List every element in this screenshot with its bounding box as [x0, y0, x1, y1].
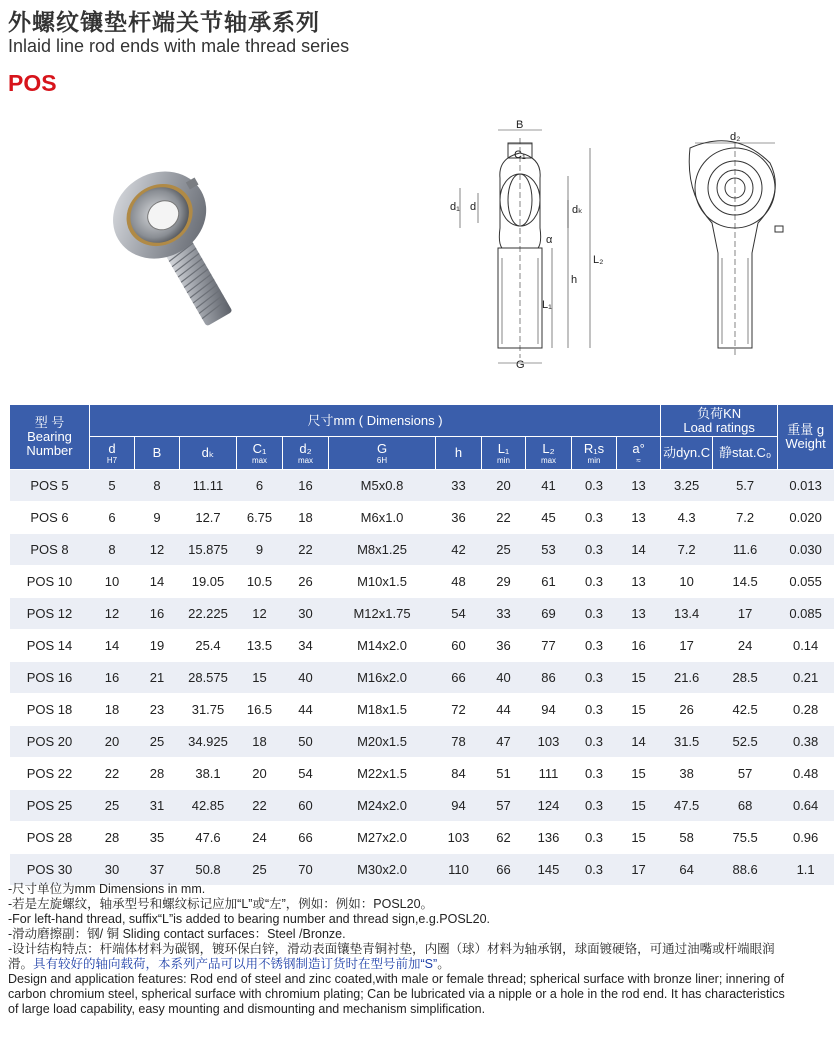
table-cell: 50 — [283, 726, 329, 758]
table-cell: 47.6 — [180, 822, 237, 854]
table-cell: 47.5 — [661, 790, 713, 822]
table-cell: 12 — [237, 598, 283, 630]
label-l2: L₂ — [593, 254, 604, 266]
row-model: POS 8 — [10, 534, 90, 566]
table-cell: 0.030 — [778, 534, 834, 566]
table-cell: 0.3 — [572, 598, 617, 630]
table-cell: 22 — [482, 502, 526, 534]
label-d: d — [470, 201, 477, 213]
table-cell: 57 — [713, 758, 778, 790]
table-cell: 5.7 — [713, 470, 778, 502]
table-cell: 20 — [482, 470, 526, 502]
table-cell: 24 — [237, 822, 283, 854]
table-cell: 38.1 — [180, 758, 237, 790]
column-header: h — [436, 437, 482, 470]
row-model: POS 12 — [10, 598, 90, 630]
label-b: B — [516, 119, 524, 131]
table-cell: 15 — [617, 758, 661, 790]
table-cell: 103 — [526, 726, 572, 758]
table-cell: 30 — [283, 598, 329, 630]
table-cell: 44 — [482, 694, 526, 726]
table-cell: 13 — [617, 502, 661, 534]
table-cell: 25 — [237, 854, 283, 886]
table-cell: 15 — [617, 790, 661, 822]
table-cell: M5x0.8 — [329, 470, 436, 502]
table-cell: 38 — [661, 758, 713, 790]
table-row — [10, 822, 834, 854]
table-cell: 69 — [526, 598, 572, 630]
table-cell: 13.5 — [237, 630, 283, 662]
column-header: dₖ — [180, 437, 237, 470]
table-cell: 11.11 — [180, 470, 237, 502]
table-cell: 78 — [436, 726, 482, 758]
table-cell: M22x1.5 — [329, 758, 436, 790]
table-cell: 45 — [526, 502, 572, 534]
table-cell: 0.14 — [778, 630, 834, 662]
note-contact: -滑动磨擦副：钢/ 铜 Sliding contact surfaces：Steel /Bronze. — [8, 927, 346, 941]
column-header: 静stat.C₀ — [713, 437, 778, 470]
table-cell: 40 — [283, 662, 329, 694]
table-cell: 8 — [135, 470, 180, 502]
table-cell: 50.8 — [180, 854, 237, 886]
table-cell: 94 — [526, 694, 572, 726]
table-cell: 68 — [713, 790, 778, 822]
table-row — [10, 502, 834, 534]
table-cell: 0.3 — [572, 534, 617, 566]
table-cell: 22 — [283, 534, 329, 566]
table-cell: 136 — [526, 822, 572, 854]
table-cell: 10.5 — [237, 566, 283, 598]
table-cell: 37 — [135, 854, 180, 886]
table-cell: 54 — [436, 598, 482, 630]
table-cell: 0.28 — [778, 694, 834, 726]
table-cell: 72 — [436, 694, 482, 726]
table-cell: 0.64 — [778, 790, 834, 822]
technical-drawing — [440, 118, 790, 378]
column-header: R₁s min — [572, 437, 617, 470]
table-cell: 7.2 — [661, 534, 713, 566]
table-row — [10, 694, 834, 726]
table-cell: 0.3 — [572, 726, 617, 758]
table-cell: 84 — [436, 758, 482, 790]
table-row — [10, 534, 834, 566]
table-cell: 15 — [617, 694, 661, 726]
table-cell: M20x1.5 — [329, 726, 436, 758]
table-cell: 66 — [436, 662, 482, 694]
table-cell: 42 — [436, 534, 482, 566]
table-cell: 13 — [617, 470, 661, 502]
table-cell: 4.3 — [661, 502, 713, 534]
table-cell: 124 — [526, 790, 572, 822]
table-cell: 0.3 — [572, 790, 617, 822]
table-cell: 0.38 — [778, 726, 834, 758]
table-cell: 42.5 — [713, 694, 778, 726]
table-cell: 13 — [617, 598, 661, 630]
table-cell: 13 — [617, 566, 661, 598]
table-cell: 17 — [661, 630, 713, 662]
table-cell: 54 — [283, 758, 329, 790]
row-model: POS 10 — [10, 566, 90, 598]
rod-end-photo — [100, 150, 270, 320]
table-cell: 18 — [283, 502, 329, 534]
table-cell: 28 — [90, 822, 135, 854]
table-cell: 12 — [90, 598, 135, 630]
table-cell: 15 — [237, 662, 283, 694]
table-row — [10, 566, 834, 598]
table-cell: 0.3 — [572, 630, 617, 662]
label-d2: d₂ — [730, 131, 741, 143]
table-cell: 0.3 — [572, 758, 617, 790]
table-cell: 61 — [526, 566, 572, 598]
table-cell: 0.3 — [572, 662, 617, 694]
table-cell: 0.020 — [778, 502, 834, 534]
table-cell: M30x2.0 — [329, 854, 436, 886]
table-cell: 22 — [237, 790, 283, 822]
table-cell: 16 — [135, 598, 180, 630]
table-cell: 29 — [482, 566, 526, 598]
label-g: G — [516, 359, 525, 371]
header-load: 负荷KN Load ratings — [661, 405, 778, 437]
table-cell: 48 — [436, 566, 482, 598]
table-cell: 36 — [436, 502, 482, 534]
label-d1: d₁ — [450, 201, 460, 213]
label-dk: dₖ — [572, 204, 583, 216]
table-cell: 0.013 — [778, 470, 834, 502]
table-cell: 111 — [526, 758, 572, 790]
row-model: POS 30 — [10, 854, 90, 886]
table-cell: 0.3 — [572, 822, 617, 854]
label-h: h — [571, 274, 578, 286]
table-cell: 145 — [526, 854, 572, 886]
column-header: G 6H — [329, 437, 436, 470]
label-c1: C₁ — [514, 149, 526, 161]
table-cell: 25 — [90, 790, 135, 822]
table-cell: 16 — [617, 630, 661, 662]
table-cell: 12 — [135, 534, 180, 566]
table-cell: 0.3 — [572, 694, 617, 726]
table-cell: 34 — [283, 630, 329, 662]
table-cell: 103 — [436, 822, 482, 854]
table-cell: 21.6 — [661, 662, 713, 694]
table-cell: 77 — [526, 630, 572, 662]
column-header: C₁ max — [237, 437, 283, 470]
table-cell: 44 — [283, 694, 329, 726]
column-header: d₂ max — [283, 437, 329, 470]
table-cell: M10x1.5 — [329, 566, 436, 598]
table-cell: 16 — [283, 470, 329, 502]
row-model: POS 18 — [10, 694, 90, 726]
header-weight: 重量 g Weight — [778, 405, 834, 470]
note-left-thread-en: -For left-hand thread, suffix“L”is added to bearing number and thread sign,e.g.POSL20. — [8, 912, 491, 926]
note-units: -尺寸单位为mm Dimensions in mm. — [8, 882, 206, 896]
table-cell: 15 — [617, 662, 661, 694]
table-cell: 60 — [283, 790, 329, 822]
table-cell: 9 — [237, 534, 283, 566]
table-cell: 14 — [135, 566, 180, 598]
column-header: L₂ max — [526, 437, 572, 470]
table-cell: M14x2.0 — [329, 630, 436, 662]
table-row — [10, 790, 834, 822]
table-cell: 58 — [661, 822, 713, 854]
table-cell: 62 — [482, 822, 526, 854]
column-header: 动dyn.C — [661, 437, 713, 470]
notes — [8, 882, 798, 1017]
table-cell: 7.2 — [713, 502, 778, 534]
table-cell: M8x1.25 — [329, 534, 436, 566]
table-cell: 33 — [482, 598, 526, 630]
table-cell: 25 — [482, 534, 526, 566]
table-cell: 0.21 — [778, 662, 834, 694]
table-cell: 14.5 — [713, 566, 778, 598]
row-model: POS 22 — [10, 758, 90, 790]
table-cell: M16x2.0 — [329, 662, 436, 694]
table-cell: 94 — [436, 790, 482, 822]
note-design-cn: -设计结构特点：杆端体材料为碳钢，镀环保白锌，滑动表面镶垫青铜衬垫，内圈（球）材料为轴承钢，球面镀硬铬，可通过油嘴或杆端眼润滑。具有较好的轴向载荷，本系列产品可以用不锈钢制造订货时在型号前加“S”。 — [8, 942, 775, 971]
table-cell: 52.5 — [713, 726, 778, 758]
table-cell: 64 — [661, 854, 713, 886]
note-highlight: 具有较好的轴向载荷，本系列产品可以用不锈钢制造订货时在型号前加“S” — [33, 957, 438, 971]
table-cell: 26 — [283, 566, 329, 598]
table-cell: 23 — [135, 694, 180, 726]
table-row — [10, 662, 834, 694]
table-cell: 110 — [436, 854, 482, 886]
table-cell: 0.48 — [778, 758, 834, 790]
table-cell: 28 — [135, 758, 180, 790]
table-cell: 75.5 — [713, 822, 778, 854]
table-cell: 0.3 — [572, 470, 617, 502]
table-row — [10, 854, 834, 886]
column-header: d H7 — [90, 437, 135, 470]
column-header: a° ≈ — [617, 437, 661, 470]
table-cell: 57 — [482, 790, 526, 822]
table-cell: 16.5 — [237, 694, 283, 726]
table-cell: 3.25 — [661, 470, 713, 502]
table-cell: 6.75 — [237, 502, 283, 534]
table-cell: 47 — [482, 726, 526, 758]
table-cell: M12x1.75 — [329, 598, 436, 630]
table-cell: 86 — [526, 662, 572, 694]
table-cell: 0.96 — [778, 822, 834, 854]
table-cell: 30 — [90, 854, 135, 886]
table-cell: 88.6 — [713, 854, 778, 886]
title-english: Inlaid line rod ends with male thread series — [8, 36, 350, 56]
table-cell: M24x2.0 — [329, 790, 436, 822]
note-left-thread-cn: -若是左旋螺纹，轴承型号和螺纹标记应加“L”或“左”，例如：例如：POSL20。 — [8, 897, 434, 911]
series-model: POS — [8, 70, 57, 96]
table-row — [10, 630, 834, 662]
table-cell: M6x1.0 — [329, 502, 436, 534]
table-cell: M18x1.5 — [329, 694, 436, 726]
table-cell: 17 — [617, 854, 661, 886]
table-cell: 66 — [482, 854, 526, 886]
table-row — [10, 598, 834, 630]
row-model: POS 6 — [10, 502, 90, 534]
table-row — [10, 758, 834, 790]
table-cell: 19.05 — [180, 566, 237, 598]
table-cell: 35 — [135, 822, 180, 854]
table-cell: 70 — [283, 854, 329, 886]
table-cell: 31 — [135, 790, 180, 822]
table-cell: 0.055 — [778, 566, 834, 598]
column-header: L₁ min — [482, 437, 526, 470]
table-cell: 1.1 — [778, 854, 834, 886]
label-alpha: α — [546, 234, 553, 246]
table-cell: 36 — [482, 630, 526, 662]
table-cell: 31.5 — [661, 726, 713, 758]
table-cell: 20 — [237, 758, 283, 790]
note-design-en: Design and application features: Rod end of steel and zinc coated,with male or female thread; spherical surface with bronze liner; innering of carbon chromium steel, spherical surface with chromium plating; Can be lubricated via a nipple or a hole in the rod end. It has characteristics of large load capability, easy mounting and dismounting and mechanism simplification. — [8, 972, 785, 1016]
row-model: POS 5 — [10, 470, 90, 502]
table-cell: 40 — [482, 662, 526, 694]
table-cell: 53 — [526, 534, 572, 566]
table-cell: 5 — [90, 470, 135, 502]
table-cell: 42.85 — [180, 790, 237, 822]
table-cell: 0.085 — [778, 598, 834, 630]
table-cell: 11.6 — [713, 534, 778, 566]
table-cell: 51 — [482, 758, 526, 790]
header-model: 型 号 Bearing Number — [10, 405, 90, 470]
table-cell: 14 — [617, 534, 661, 566]
table-cell: M27x2.0 — [329, 822, 436, 854]
row-model: POS 16 — [10, 662, 90, 694]
table-cell: 21 — [135, 662, 180, 694]
table-cell: 14 — [90, 630, 135, 662]
table-cell: 33 — [436, 470, 482, 502]
row-model: POS 14 — [10, 630, 90, 662]
row-model: POS 25 — [10, 790, 90, 822]
column-header: B — [135, 437, 180, 470]
table-cell: 12.7 — [180, 502, 237, 534]
title-chinese: 外螺纹镶垫杆端关节轴承系列 — [8, 9, 320, 35]
table-cell: 15 — [617, 822, 661, 854]
table-cell: 60 — [436, 630, 482, 662]
table-cell: 25 — [135, 726, 180, 758]
table-cell: 22 — [90, 758, 135, 790]
table-cell: 25.4 — [180, 630, 237, 662]
table-cell: 18 — [90, 694, 135, 726]
table-cell: 8 — [90, 534, 135, 566]
table-cell: 17 — [713, 598, 778, 630]
table-cell: 15.875 — [180, 534, 237, 566]
table-cell: 34.925 — [180, 726, 237, 758]
table-cell: 31.75 — [180, 694, 237, 726]
table-cell: 41 — [526, 470, 572, 502]
table-cell: 24 — [713, 630, 778, 662]
table-cell: 22.225 — [180, 598, 237, 630]
table-cell: 14 — [617, 726, 661, 758]
table-cell: 28.5 — [713, 662, 778, 694]
table-cell: 66 — [283, 822, 329, 854]
table-cell: 10 — [90, 566, 135, 598]
table-cell: 10 — [661, 566, 713, 598]
header-dimensions: 尺寸mm ( Dimensions ) — [90, 405, 661, 437]
table-cell: 0.3 — [572, 502, 617, 534]
row-model: POS 20 — [10, 726, 90, 758]
table-cell: 20 — [90, 726, 135, 758]
spec-table — [9, 404, 834, 886]
table-cell: 6 — [237, 470, 283, 502]
table-row — [10, 726, 834, 758]
table-row — [10, 470, 834, 502]
table-cell: 6 — [90, 502, 135, 534]
table-cell: 18 — [237, 726, 283, 758]
table-cell: 0.3 — [572, 854, 617, 886]
table-cell: 13.4 — [661, 598, 713, 630]
table-cell: 0.3 — [572, 566, 617, 598]
label-l1: L₁ — [542, 299, 552, 311]
table-cell: 28.575 — [180, 662, 237, 694]
table-cell: 9 — [135, 502, 180, 534]
row-model: POS 28 — [10, 822, 90, 854]
table-cell: 26 — [661, 694, 713, 726]
table-cell: 16 — [90, 662, 135, 694]
table-cell: 19 — [135, 630, 180, 662]
